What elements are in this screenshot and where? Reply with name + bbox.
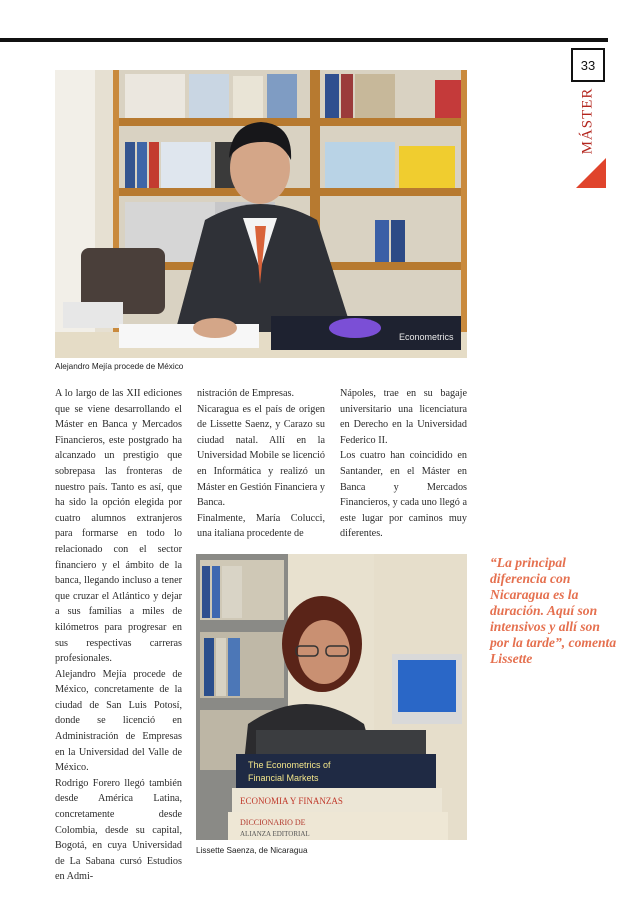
article-column-3 xyxy=(340,386,467,542)
paragraph: Alejandro Mejía procede de México, concretamente de la ciudad de San Luis Potosí, donde se licenció en Administración de Empresas en la Universidad del Valle de México. xyxy=(55,668,182,774)
photo-alejandro-illustration xyxy=(55,70,467,358)
paragraph: Finalmente, María Colucci, una italiana procedente de xyxy=(197,512,325,540)
article-column-2 xyxy=(197,386,325,542)
section-label xyxy=(571,88,605,154)
page-number: 33 xyxy=(571,48,605,82)
paragraph: Rodrigo Forero llegó también desde América Latina, concretamente desde Colombia, desde su capital, Bogotá, en cuya Universidad de La Sabana cursó Estudios en Admi- xyxy=(55,777,182,883)
top-rule xyxy=(0,38,608,42)
paragraph: Nicaragua es el país de origen de Lissette Saenz, y Carazo su ciudad natal. Allí en la Universidad Mobile se licenció en Informática y realizó un Máster en Gestión Financiera y Banca. xyxy=(197,403,325,509)
article-column-1 xyxy=(55,386,182,885)
paragraph: Los cuatro han coincidido en Santander, en el Máster en Banca y Mercados Financieros, y cada uno llegó a este lugar por caminos muy diferentes. xyxy=(340,450,467,540)
photo2-book1-line1: The Econometrics of xyxy=(248,760,331,770)
photo2-book1-line2: Financial Markets xyxy=(248,773,319,783)
photo-lissette-illustration xyxy=(196,554,467,840)
photo1-book-title: Econometrics xyxy=(399,332,454,342)
photo2-book3-line1: DICCIONARIO DE xyxy=(240,818,306,827)
photo-lissette xyxy=(196,554,467,840)
paragraph: Nápoles, trae en su bagaje universitario una licenciatura en Derecho en la Universidad Federico II. xyxy=(340,388,467,446)
photo2-book3-line2: ALIANZA EDITORIAL xyxy=(240,830,310,838)
paragraph: A lo largo de las XII ediciones que se viene desarrollando el Máster en Banca y Mercados Financieros, este postgrado ha alcanzado un prestigio que sobrepasa las fronteras de nuestro país. Tanto es así, que ha sido la opción elegida por cuatro alumnos extranjeros para formarse en todo lo relacionado con el sector financiero y el ámbito de la banca, llegando incluso a tener que cruzar el Atlántico y dejar a sus familias a miles de kilómetros para progresar en sus respectivas carreras profesionales. xyxy=(55,388,182,665)
photo2-caption: Lissette Saenza, de Nicaragua xyxy=(196,846,308,855)
section-label-text: MÁSTER xyxy=(579,87,596,155)
photo2-book2: ECONOMIA Y FINANZAS xyxy=(240,796,343,806)
paragraph: nistración de Empresas. xyxy=(197,388,295,399)
photo-alejandro xyxy=(55,70,467,358)
corner-triangle xyxy=(576,158,606,188)
photo1-caption: Alejandro Mejía procede de México xyxy=(55,362,184,371)
pull-quote: “La principal diferencia con Nicaragua es la duración. Aquí son intensivos y allí son por la tarde”, comenta Lissette xyxy=(490,555,617,666)
